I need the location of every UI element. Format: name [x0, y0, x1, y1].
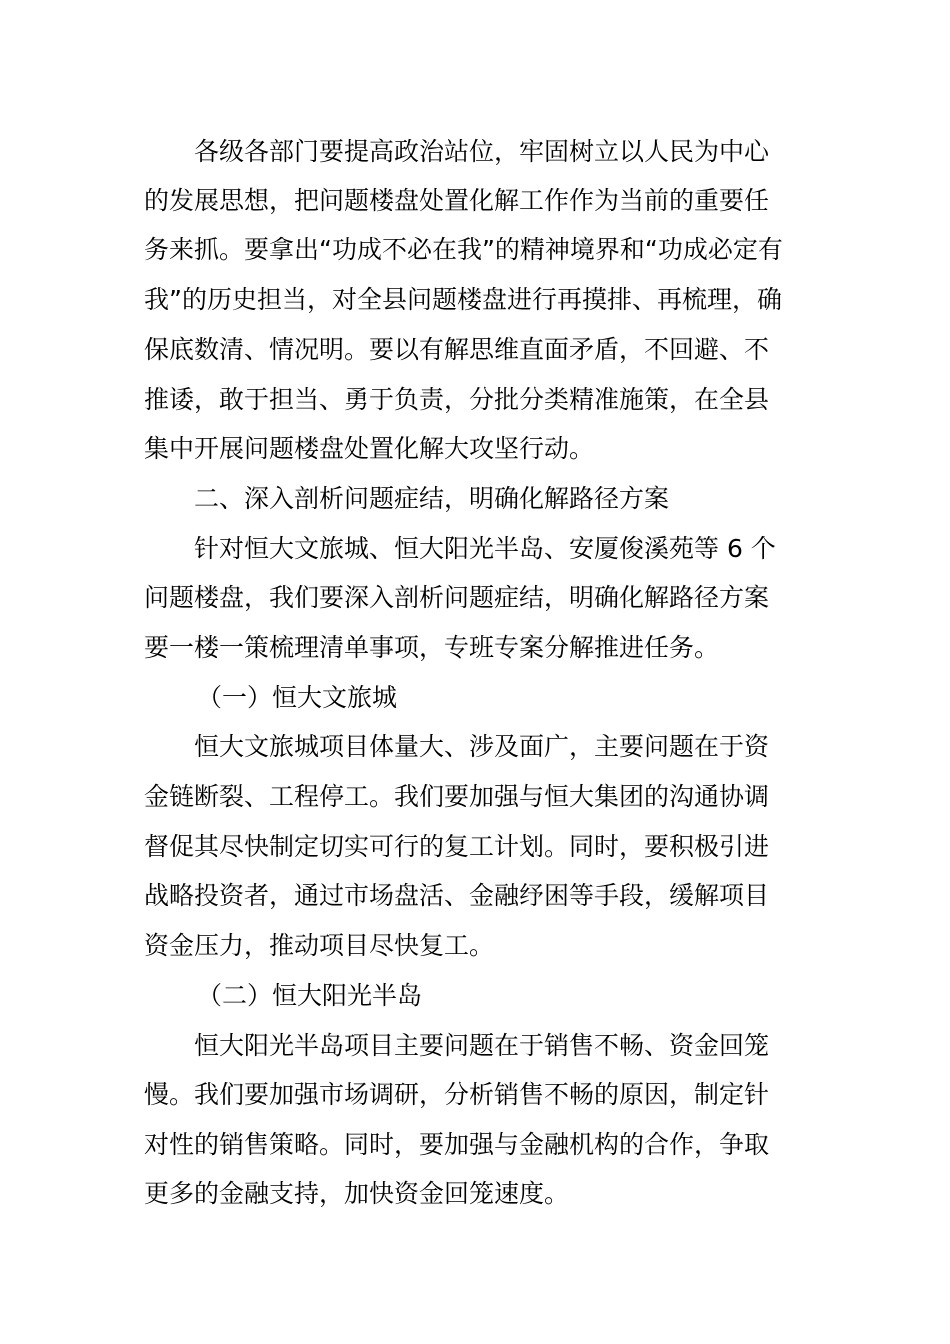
paragraph-line: 恒大阳光半岛项目主要问题在于销售不畅、资金回笼 — [194, 1031, 770, 1060]
paragraph-line: 恒大文旅城项目体量大、涉及面广，主要问题在于资 — [194, 732, 770, 761]
paragraph-line: 问题楼盘，我们要深入剖析问题症结，明确化解路径方案 — [144, 583, 770, 612]
paragraph-line: 要一楼一策梳理清单事项，专班专案分解推进任务。 — [144, 633, 720, 662]
sub-heading: （二）恒大阳光半岛 — [197, 981, 423, 1010]
paragraph-line: 对性的销售策略。同时，要加强与金融机构的合作，争取 — [144, 1130, 770, 1159]
paragraph-line: 资金压力，推动项目尽快复工。 — [144, 931, 495, 960]
paragraph-line: 各级各部门要提高政治站位，牢固树立以人民为中心 — [194, 137, 770, 166]
paragraph-line: 的发展思想，把问题楼盘处置化解工作作为当前的重要任 — [144, 186, 770, 215]
paragraph-line: 慢。我们要加强市场调研，分析销售不畅的原因，制定针 — [144, 1080, 770, 1109]
paragraph-line: 集中开展问题楼盘处置化解大攻坚行动。 — [144, 434, 595, 463]
paragraph-line: 我”的历史担当，对全县问题楼盘进行再摸排、再梳理，确 — [144, 285, 782, 314]
paragraph-line: 战略投资者，通过市场盘活、金融纾困等手段，缓解项目 — [144, 881, 770, 910]
section-heading: 二、深入剖析问题症结，明确化解路径方案 — [194, 484, 670, 513]
paragraph-line: 务来抓。要拿出“功成不必在我”的精神境界和“功成必定有 — [144, 235, 783, 264]
paragraph-line: 推诿，敢于担当、勇于负责，分批分类精准施策，在全县 — [144, 385, 770, 414]
paragraph-line: 保底数清、情况明。要以有解思维直面矛盾，不回避、不 — [144, 335, 770, 364]
paragraph-line: 督促其尽快制定切实可行的复工计划。同时，要积极引进 — [144, 832, 770, 861]
sub-heading: （一）恒大文旅城 — [197, 683, 398, 712]
paragraph-line: 更多的金融支持，加快资金回笼速度。 — [144, 1179, 570, 1208]
paragraph-line: 针对恒大文旅城、恒大阳光半岛、安厦俊溪苑等 6 个 — [194, 534, 776, 563]
paragraph-line: 金链断裂、工程停工。我们要加强与恒大集团的沟通协调 — [144, 782, 770, 811]
